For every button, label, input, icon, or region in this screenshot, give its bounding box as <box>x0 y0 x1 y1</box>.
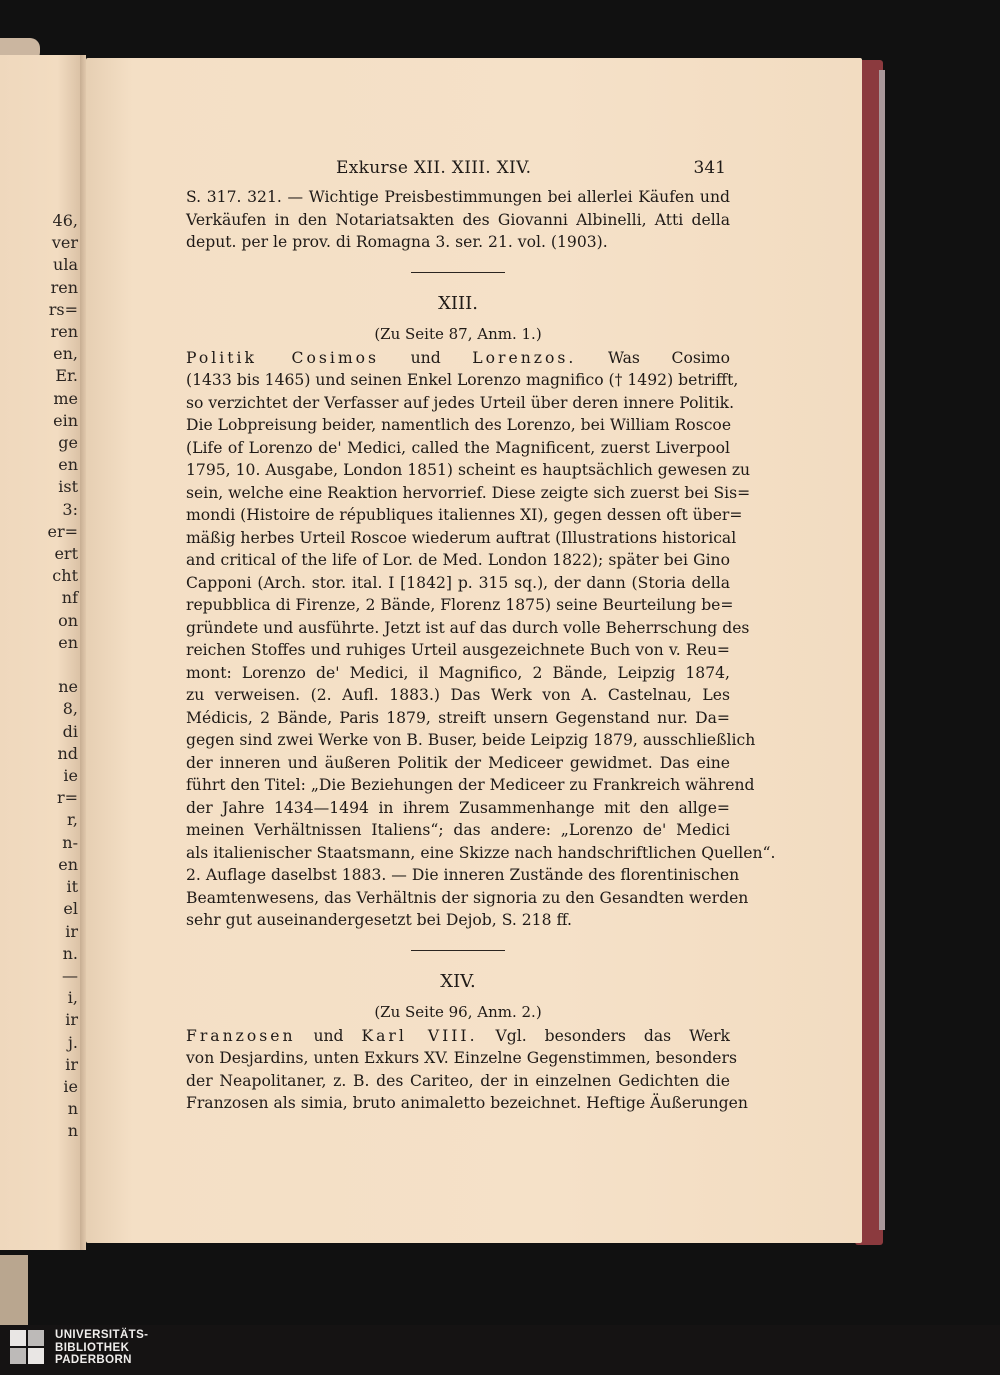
left-fragment: r= <box>56 788 78 808</box>
text-line: der Jahre 1434—1494 in ihrem Zusammenhange mit den allge= <box>186 798 730 817</box>
text-line: (Life of Lorenzo de' Medici, called the Magnificent, zuerst Liverpool <box>186 438 730 457</box>
header-title: Exkurse XII. XIII. XIV. <box>336 158 532 178</box>
text-line: deput. per le prov. di Romagna 3. ser. 21. vol. (1903). <box>186 233 608 251</box>
lead-spaced-title: Franzosen <box>186 1026 296 1045</box>
text-line: Capponi (Arch. stor. ital. I [1842] p. 315 sq.), der dann (Storia della <box>186 573 730 592</box>
left-fragment: ren <box>50 277 78 297</box>
left-fragment: er= <box>47 521 78 541</box>
library-name-line-1: UNIVERSITÄTS- <box>55 1329 149 1341</box>
text-line: von Desjardins, unten Exkurs XV. Einzelne Gegenstimmen, besonders <box>186 1049 737 1067</box>
left-fragment: ver <box>51 233 78 253</box>
left-fragment: ie <box>63 766 78 786</box>
left-fragment: 8, <box>62 699 78 719</box>
text-line: Médicis, 2 Bände, Paris 1879, streift unsern Gegenstand nur. Da= <box>186 708 730 727</box>
left-fragment: ren <box>50 322 78 342</box>
text-line: gegen sind zwei Werke von B. Buser, beide Leipzig 1879, ausschließlich <box>186 731 756 749</box>
text-line: Beamtenwesens, das Verhältnis der signoria zu den Gesandten werden <box>186 888 749 907</box>
left-fragment: di <box>62 721 78 741</box>
paragraph-lead-line <box>186 347 730 370</box>
left-fragment: ist <box>58 477 78 497</box>
text-line: sein, welche eine Reaktion hervorrief. Diese zeigte sich zuerst bei Sis= <box>186 483 751 502</box>
left-fragment: Er. <box>55 366 78 386</box>
left-fragment: ir <box>65 1054 78 1074</box>
left-fragment: ein <box>53 410 78 430</box>
text-line: reichen Stoffes und ruhiges Urteil ausgezeichnete Buch von v. Reu= <box>186 641 730 659</box>
left-fragment: el <box>63 899 78 919</box>
left-fragment <box>0 654 78 676</box>
text-line: 2. Auflage daselbst 1883. — Die inneren Zustände des florentinischen <box>186 866 740 884</box>
text-line: der Neapolitaner, z. B. des Cariteo, der in einzelnen Gedichten die <box>186 1071 730 1090</box>
section-reference-xiii: (Zu Seite 87, Anm. 1.) <box>374 324 542 343</box>
left-fragment: en <box>58 632 78 652</box>
section-heading-xiii: XIII. <box>438 292 478 314</box>
left-fragment: ert <box>54 544 78 564</box>
text-line: Verkäufen in den Notariatsakten des Giovanni Albinelli, Atti della <box>186 210 730 229</box>
text-line: gründete und ausführte. Jetzt ist auf das durch volle Beherrschung des <box>186 618 750 637</box>
footer-bar <box>0 1325 1000 1375</box>
left-fragment: nd <box>57 743 78 763</box>
left-fragment: ge <box>58 433 78 453</box>
left-fragment: ula <box>53 255 78 275</box>
text-line: and critical of the life of Lor. de Med. London 1822); später bei Gino <box>186 551 730 569</box>
text-line: repubblica di Firenze, 2 Bände, Florenz 1875) seine Beurteilung be= <box>186 596 734 614</box>
left-fragment: en <box>58 854 78 874</box>
text-line: der inneren und äußeren Politik der Mediceer gewidmet. Das eine <box>186 753 730 772</box>
text-line: mondi (Histoire de républiques italiennes XI), gegen dessen oft über= <box>186 506 743 524</box>
left-fragment: nf <box>61 588 78 608</box>
left-fragment: 46, <box>52 211 78 230</box>
section-divider <box>411 272 505 273</box>
text-line: mäßig herbes Urteil Roscoe wiederum auftrat (Illustrations historical <box>186 528 737 547</box>
bookmark-ribbon-bottom <box>0 1255 28 1325</box>
left-fragment: ie <box>63 1076 78 1096</box>
text-line: meinen Verhältnissen Italiens“; das andere: „Lorenzo de' Medici <box>186 821 730 839</box>
library-name-line-2: BIBLIOTHEK <box>55 1341 130 1354</box>
page-content <box>186 158 776 1115</box>
lead-line-rest: Was Cosimo <box>576 348 731 367</box>
left-fragment: cht <box>52 566 78 586</box>
left-fragment: n <box>67 1121 78 1141</box>
left-fragment: ir <box>65 921 78 941</box>
left-fragment: j. <box>67 1032 78 1052</box>
paragraph-lead-line <box>186 1025 730 1048</box>
library-name-line-3: PADERBORN <box>55 1354 132 1367</box>
page-number: 341 <box>693 158 726 178</box>
section-divider <box>411 950 505 951</box>
left-page-text-fragments <box>0 210 78 1143</box>
left-fragment: n- <box>62 832 78 852</box>
left-fragment: r, <box>67 810 78 830</box>
lead-line-rest: Vgl. besonders das Werk <box>477 1026 731 1045</box>
paragraph-xiv <box>186 1025 748 1115</box>
lead-connector: und <box>379 348 473 367</box>
left-fragment: ir <box>65 1010 78 1030</box>
left-fragment: it <box>66 877 78 897</box>
text-line: S. 317. 321. — Wichtige Preisbestimmungen bei allerlei Käufen und <box>186 188 730 206</box>
text-line: mont: Lorenzo de' Medici, il Magnifico, 2 Bände, Leipzig 1874, <box>186 663 730 682</box>
lead-spaced-name: Lorenzos. <box>472 348 577 367</box>
lead-spaced-name: Karl VIII. <box>361 1026 478 1045</box>
left-fragment: i, <box>67 988 78 1008</box>
left-fragment: rs= <box>48 299 78 319</box>
running-header <box>186 158 730 186</box>
lead-spaced-title: Politik Cosimos <box>186 348 380 367</box>
left-fragment: — <box>62 965 78 985</box>
text-line: Franzosen als simia, bruto animaletto bezeichnet. Heftige Äußerungen <box>186 1094 748 1112</box>
left-fragment: ne <box>58 677 78 697</box>
text-line: zu verweisen. (2. Aufl. 1883.) Das Werk von A. Castelnau, Les <box>186 686 730 704</box>
paragraph-xii-note <box>186 186 730 254</box>
section-heading-xiv: XIV. <box>440 970 476 992</box>
left-fragment: en <box>58 455 78 475</box>
left-fragment: 3: <box>62 499 78 519</box>
text-line: führt den Titel: „Die Beziehungen der Mediceer zu Frankreich während <box>186 776 755 794</box>
lead-connector: und <box>295 1026 362 1045</box>
library-logo-icon <box>10 1330 50 1370</box>
section-reference-xiv: (Zu Seite 96, Anm. 2.) <box>374 1002 542 1021</box>
text-line: (1433 bis 1465) und seinen Enkel Lorenzo magnifico († 1492) betrifft, <box>186 371 739 389</box>
text-line: als italienischer Staatsmann, eine Skizze nach handschriftlichen Quellen“. <box>186 843 776 862</box>
text-line: so verzichtet der Verfasser auf jedes Urteil über deren innere Politik. <box>186 393 735 412</box>
text-line: sehr gut auseinandergesetzt bei Dejob, S. 218 ff. <box>186 911 572 929</box>
paragraph-xiii <box>186 347 776 932</box>
text-line: 1795, 10. Ausgabe, London 1851) scheint es hauptsächlich gewesen zu <box>186 461 751 479</box>
left-fragment: n. <box>62 943 78 963</box>
text-line: Die Lobpreisung beider, namentlich des Lorenzo, bei William Roscoe <box>186 416 732 434</box>
left-fragment: n <box>67 1099 78 1119</box>
library-name <box>55 1329 148 1367</box>
left-fragment: on <box>58 610 78 630</box>
left-fragment: en, <box>53 344 78 364</box>
left-fragment: me <box>53 388 78 408</box>
